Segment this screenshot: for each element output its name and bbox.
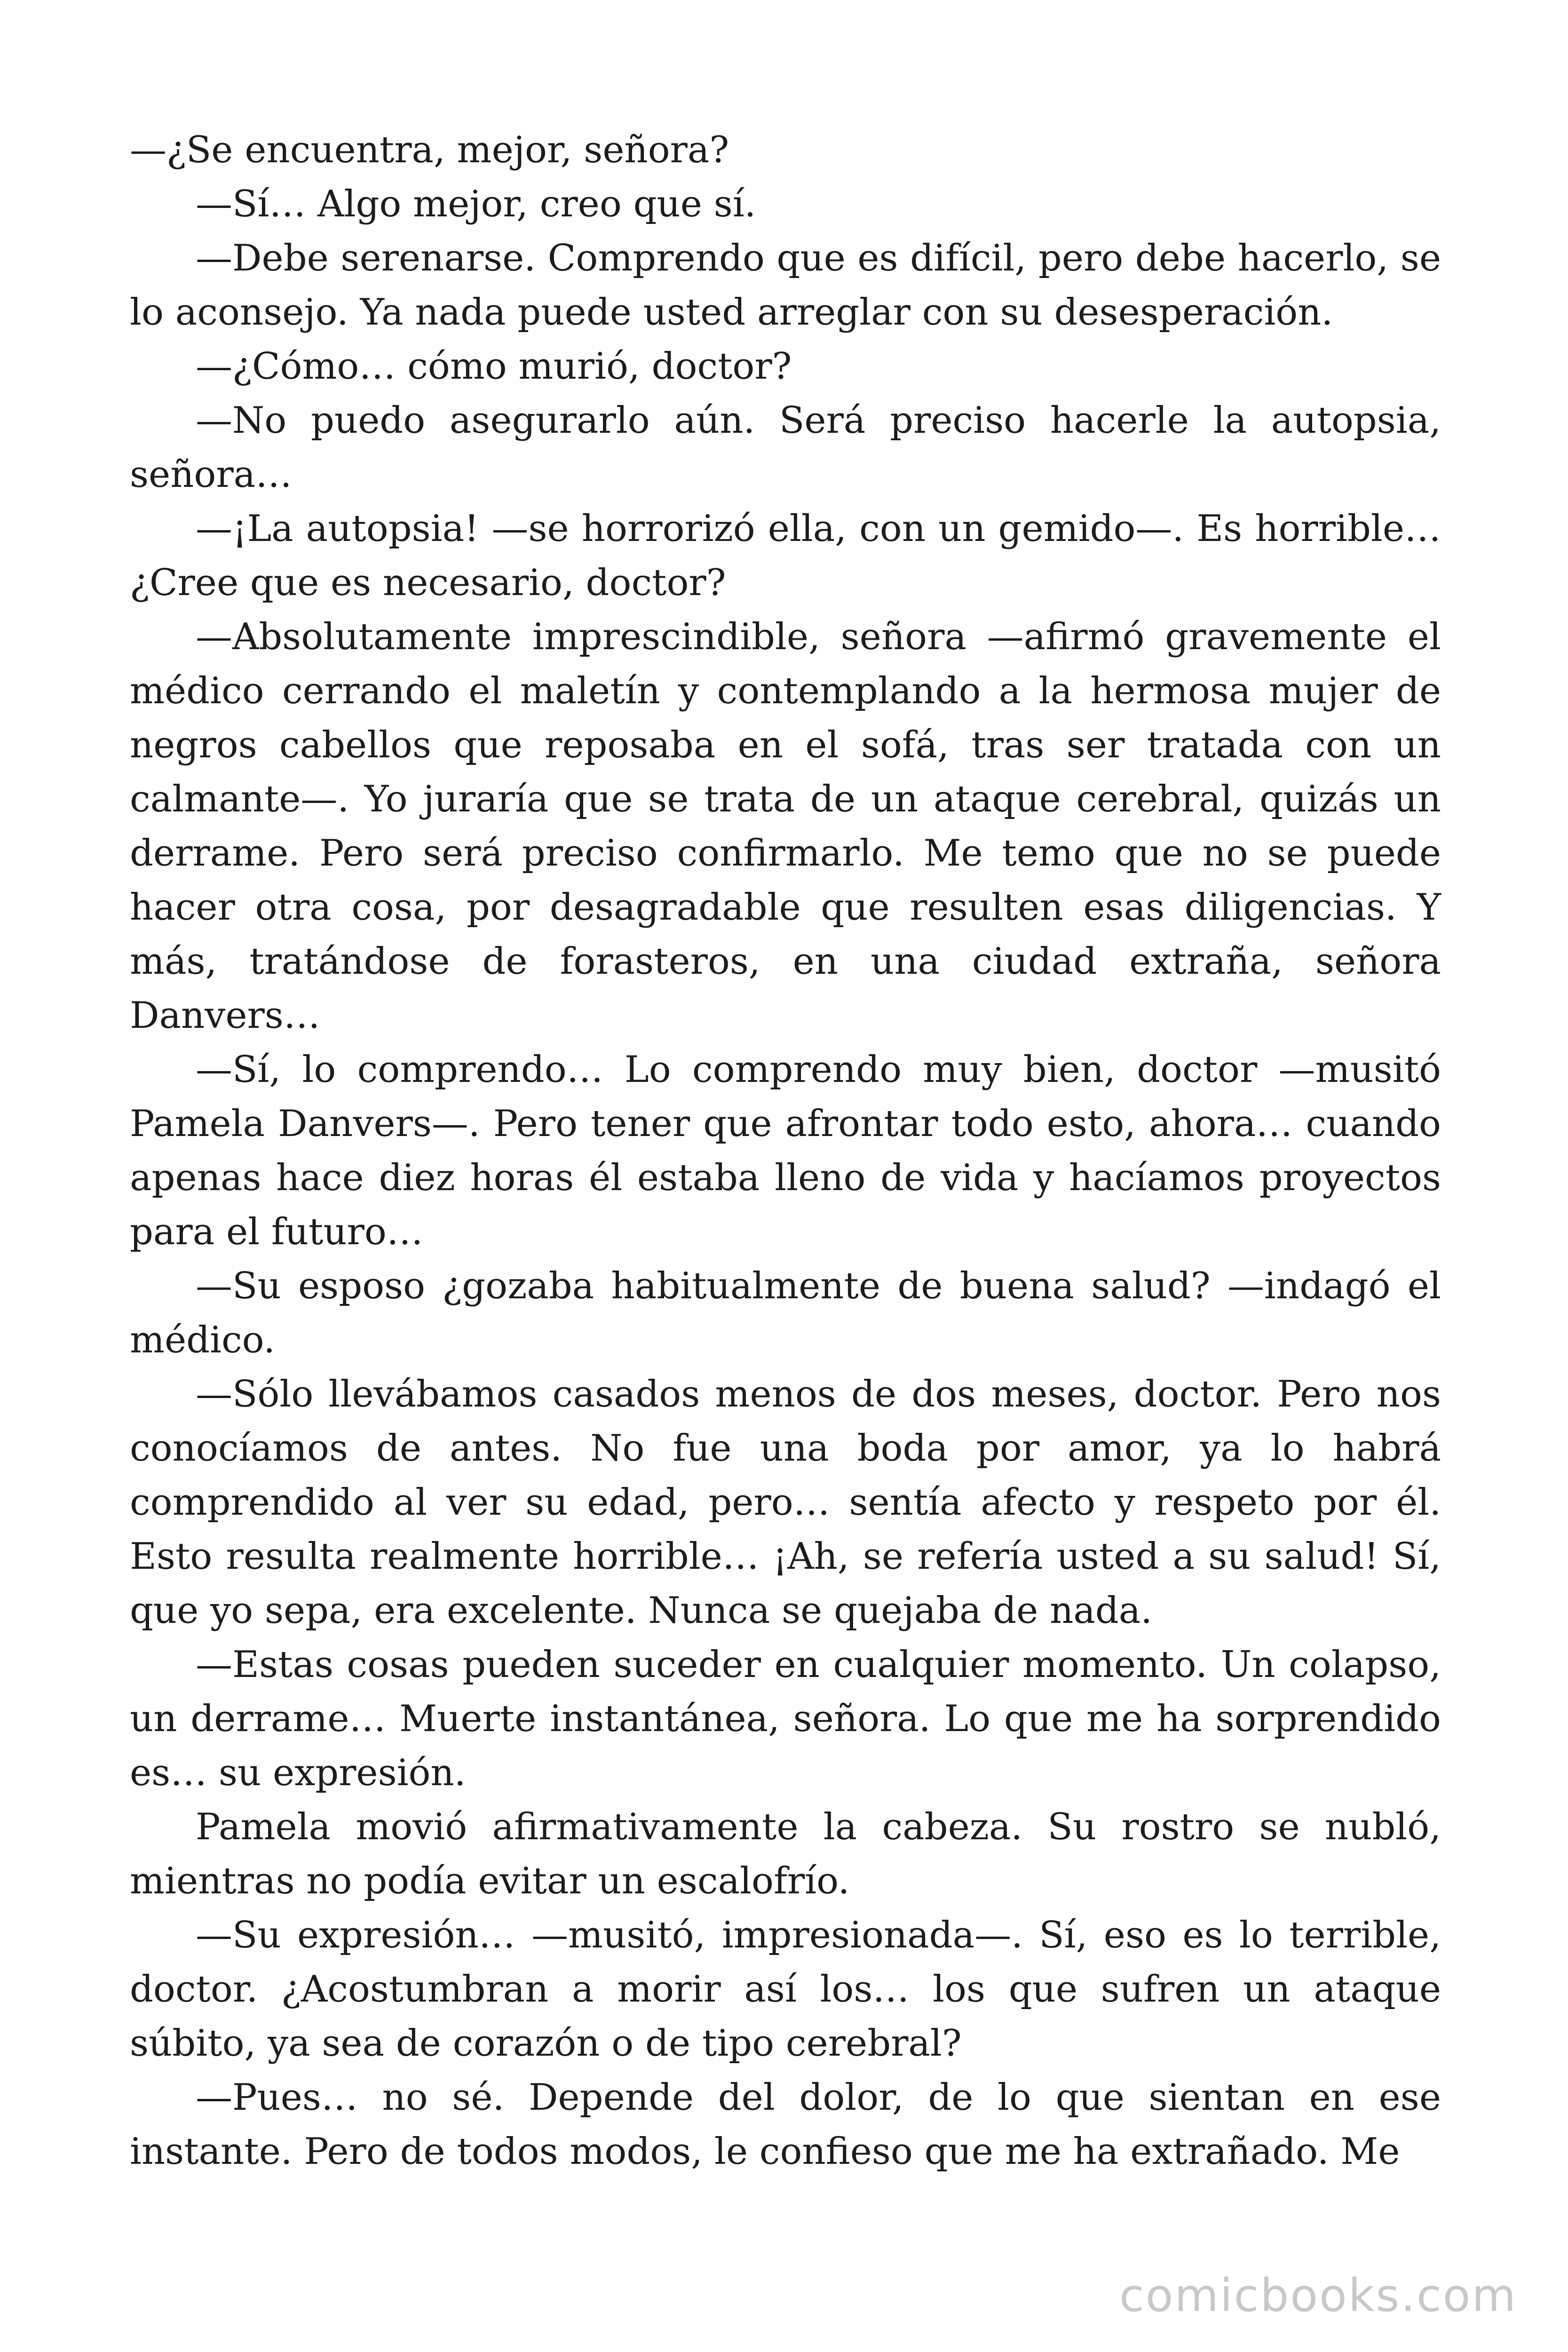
paragraph: Pamela movió afirmativamente la cabeza. Su rostro se nubló, mientras no podía evitar un escalofrío. (130, 1806, 1441, 1902)
paragraph: —¡La autopsia! —se horrorizó ella, con un gemido—. Es horrible… ¿Cree que es necesario, doctor? (130, 508, 1441, 604)
paragraph: —No puedo asegurarlo aún. Será preciso hacerle la autopsia, señora… (130, 399, 1441, 496)
paragraph: —Debe serenarse. Comprendo que es difícil, pero debe hacerlo, se lo aconsejo. Ya nada puede usted arreglar con su desesperación. (130, 237, 1441, 334)
watermark: comicbooks.com (1119, 2269, 1517, 2322)
paragraph: —Pues… no sé. Depende del dolor, de lo que sientan en ese instante. Pero de todos modos, le confieso que me ha extrañado. Me (130, 2076, 1441, 2173)
paragraph: —Estas cosas pueden suceder en cualquier momento. Un colapso, un derrame… Muerte instantánea, señora. Lo que me ha sorprendido es… su expresión. (130, 1644, 1441, 1794)
paragraph: —Sí, lo comprendo… Lo comprendo muy bien, doctor —musitó Pamela Danvers—. Pero tener que afrontar todo esto, ahora… cuando apenas hace diez horas él estaba lleno de vida y hacíamos proyectos para el futuro… (130, 1049, 1441, 1253)
paragraph: —¿Se encuentra, mejor, señora? (130, 129, 729, 171)
body-text (130, 123, 1441, 2179)
paragraph: —Su esposo ¿gozaba habitualmente de buena salud? —indagó el médico. (130, 1265, 1441, 1361)
paragraph: —Sólo llevábamos casados menos de dos meses, doctor. Pero nos conocíamos de antes. No fue una boda por amor, ya lo habrá comprendido al ver su edad, pero… sentía afecto y respeto por él. Esto resulta realmente horrible… ¡Ah, se refería usted a su salud! Sí, que yo sepa, era excelente. Nunca se quejaba de nada. (130, 1373, 1441, 1632)
paragraph: —Su expresión… —musitó, impresionada—. Sí, eso es lo terrible, doctor. ¿Acostumbran a morir así los… los que sufren un ataque súbito, ya sea de corazón o de tipo cerebral? (130, 1914, 1441, 2065)
paragraph: —Absolutamente imprescindible, señora —afirmó gravemente el médico cerrando el maletín y contemplando a la hermosa mujer de negros cabellos que reposaba en el sofá, tras ser tratada con un calmante—. Yo juraría que se trata de un ataque cerebral, quizás un derrame. Pero será preciso confirmarlo. Me temo que no se puede hacer otra cosa, por desagradable que resulten esas diligencias. Y más, tratándose de forasteros, en una ciudad extraña, señora Danvers… (130, 616, 1441, 1037)
paragraph: —¿Cómo… cómo murió, doctor? (196, 345, 792, 388)
paragraph: —Sí… Algo mejor, creo que sí. (196, 183, 756, 225)
